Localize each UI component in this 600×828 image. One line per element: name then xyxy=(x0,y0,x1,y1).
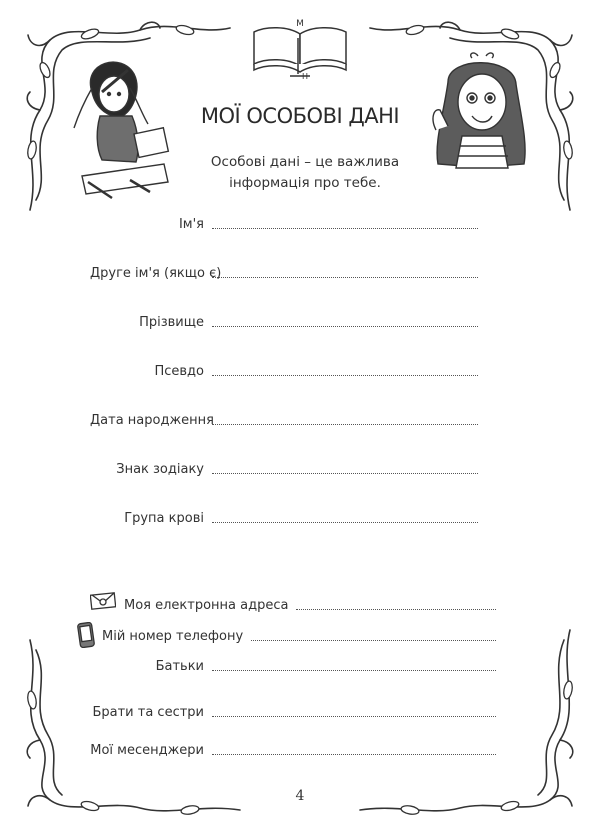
siblings-field[interactable] xyxy=(90,700,496,720)
phone-field[interactable] xyxy=(102,624,496,644)
messengers-field[interactable] xyxy=(90,738,496,758)
surname-label: Прізвище xyxy=(139,315,204,330)
messengers-label: Мої месенджери xyxy=(90,743,204,758)
blood-type-field[interactable] xyxy=(90,506,478,526)
nickname-line[interactable] xyxy=(212,375,478,376)
email-label: Моя електронна адреса xyxy=(124,598,289,613)
messengers-line[interactable] xyxy=(212,754,496,755)
blood-type-label: Група крові xyxy=(124,511,204,526)
zodiac-field[interactable] xyxy=(90,457,478,477)
first-name-label: Ім'я xyxy=(178,217,204,232)
middle-name-label: Друге ім'я (якщо є) xyxy=(90,266,222,281)
parents-label: Батьки xyxy=(155,659,204,674)
phone-label: Мій номер телефону xyxy=(102,629,244,644)
phone-line[interactable] xyxy=(251,640,496,641)
nickname-field[interactable] xyxy=(90,359,478,379)
parents-field[interactable] xyxy=(90,654,496,674)
surname-line[interactable] xyxy=(212,326,478,327)
zodiac-label: Знак зодіаку xyxy=(116,462,204,477)
envelope-icon xyxy=(90,592,116,610)
page-title: МОЇ ОСОБОВІ ДАНІ xyxy=(200,104,400,128)
parents-line[interactable] xyxy=(212,670,496,671)
zodiac-line[interactable] xyxy=(212,473,478,474)
book-letter-bottom: Н xyxy=(301,72,309,80)
siblings-line[interactable] xyxy=(212,716,496,717)
birth-date-line[interactable] xyxy=(212,424,478,425)
phone-icon xyxy=(76,622,96,648)
birth-date-label: Дата народження xyxy=(90,413,214,428)
book-letter-top: М xyxy=(296,19,304,29)
page-number: 4 xyxy=(295,788,305,804)
email-line[interactable] xyxy=(296,609,496,610)
first-name-field[interactable] xyxy=(90,212,478,232)
middle-name-field[interactable] xyxy=(90,261,478,281)
intro-line-1: Особові дані – це важлива xyxy=(210,154,400,170)
nickname-label: Псевдо xyxy=(154,364,204,379)
middle-name-line[interactable] xyxy=(212,277,478,278)
email-field[interactable] xyxy=(124,593,496,613)
birth-date-field[interactable] xyxy=(90,408,478,428)
waving-girl-illustration xyxy=(428,52,532,170)
open-book-icon xyxy=(250,16,350,80)
blood-type-line[interactable] xyxy=(212,522,478,523)
surname-field[interactable] xyxy=(90,310,478,330)
girl-with-pencil-illustration xyxy=(72,52,172,200)
intro-line-2: інформація про тебе. xyxy=(229,175,381,191)
first-name-line[interactable] xyxy=(212,228,478,229)
intro-text xyxy=(190,152,420,194)
siblings-label: Брати та сестри xyxy=(92,705,204,720)
